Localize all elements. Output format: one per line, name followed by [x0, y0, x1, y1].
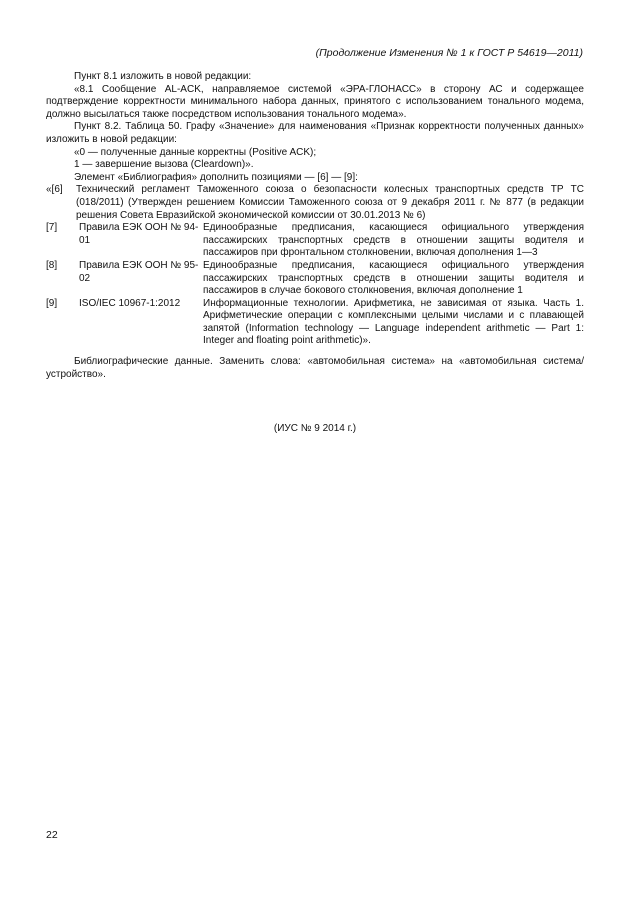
bibliography-entry-6 [46, 184, 584, 222]
bibliography-entry-7 [46, 222, 584, 260]
bibliography-entry-8 [46, 260, 584, 298]
bibliography-number: [7] [46, 222, 58, 234]
document-body [46, 71, 584, 381]
paragraph-item-8-1-text: «8.1 Сообщение AL-ACK, направляемое системой «ЭРА-ГЛОНАСС» в сторону АС и содержащее подтверждение корректности минимального набора данных, принятого с использованием тонального модема, должно высылаться также посредством использования тонального модема». [46, 83, 584, 120]
running-header: (Продолжение Изменения № 1 к ГОСТ Р 54619—2011) [315, 47, 583, 59]
value-line-0: «0 — полученные данные корректны (Positive ACK); [74, 146, 317, 158]
bibliography-designation: ISO/IEC 10967-1:2012 [79, 297, 181, 309]
bibliographic-data-paragraph: Библиографические данные. Заменить слова: «автомобильная система» на «автомобильная система/устройство». [46, 356, 584, 380]
bibliography-text: Единообразные предписания, касающиеся официального утверждения пассажирских транспортных средств в отношении защиты водителя и пассажиров в случае бокового столкновения, включая дополнение 1 [203, 259, 584, 297]
bibliography-entry-9 [46, 298, 584, 348]
paragraph-item-8-1-intro: Пункт 8.1 изложить в новой редакции: [74, 71, 252, 82]
bibliography-text: Информационные технологии. Арифметика, не зависимая от языка. Часть 1. Арифметические операции с комплексными целыми числами и с плавающей запятой (Information technology — Language independent arithmetic — Part 1: Integer and floating point arithmetic)». [203, 297, 584, 347]
bibliography-number: [8] [46, 259, 58, 271]
bibliography-number: [9] [46, 297, 58, 309]
bibliography-text: Технический регламент Таможенного союза о безопасности колесных транспортных средств ТР ТС (018/2011) (Утвержден решением Комиссии Таможенного союза от 9 декабря 2011 г. № 877 (в редакции решения Совета Евразийской экономической комиссии от 30.01.2013 № 6) [76, 184, 584, 221]
bibliography-designation: Правила ЕЭК ООН № 94-01 [79, 222, 199, 246]
bibliography-designation: Правила ЕЭК ООН № 95-02 [79, 259, 199, 284]
page-number: 22 [46, 829, 58, 841]
paragraph-item-8-2-intro: Пункт 8.2. Таблица 50. Графу «Значение» для наименования «Признак корректности полученных данных» изложить в новой редакции: [46, 121, 584, 145]
bibliography-intro: Элемент «Библиография» дополнить позициями — [6] — [9]: [74, 171, 358, 183]
bibliography-number: «[6] [46, 184, 63, 196]
value-line-1: 1 — завершение вызова (Cleardown)». [74, 159, 254, 171]
source-note: (ИУС № 9 2014 г.) [273, 423, 357, 434]
bibliography-text: Единообразные предписания, касающиеся официального утверждения пассажирских транспортных средств в отношении защиты водителя и пассажиров при фронтальном столкновении, включая дополнения 1—3 [203, 222, 584, 259]
